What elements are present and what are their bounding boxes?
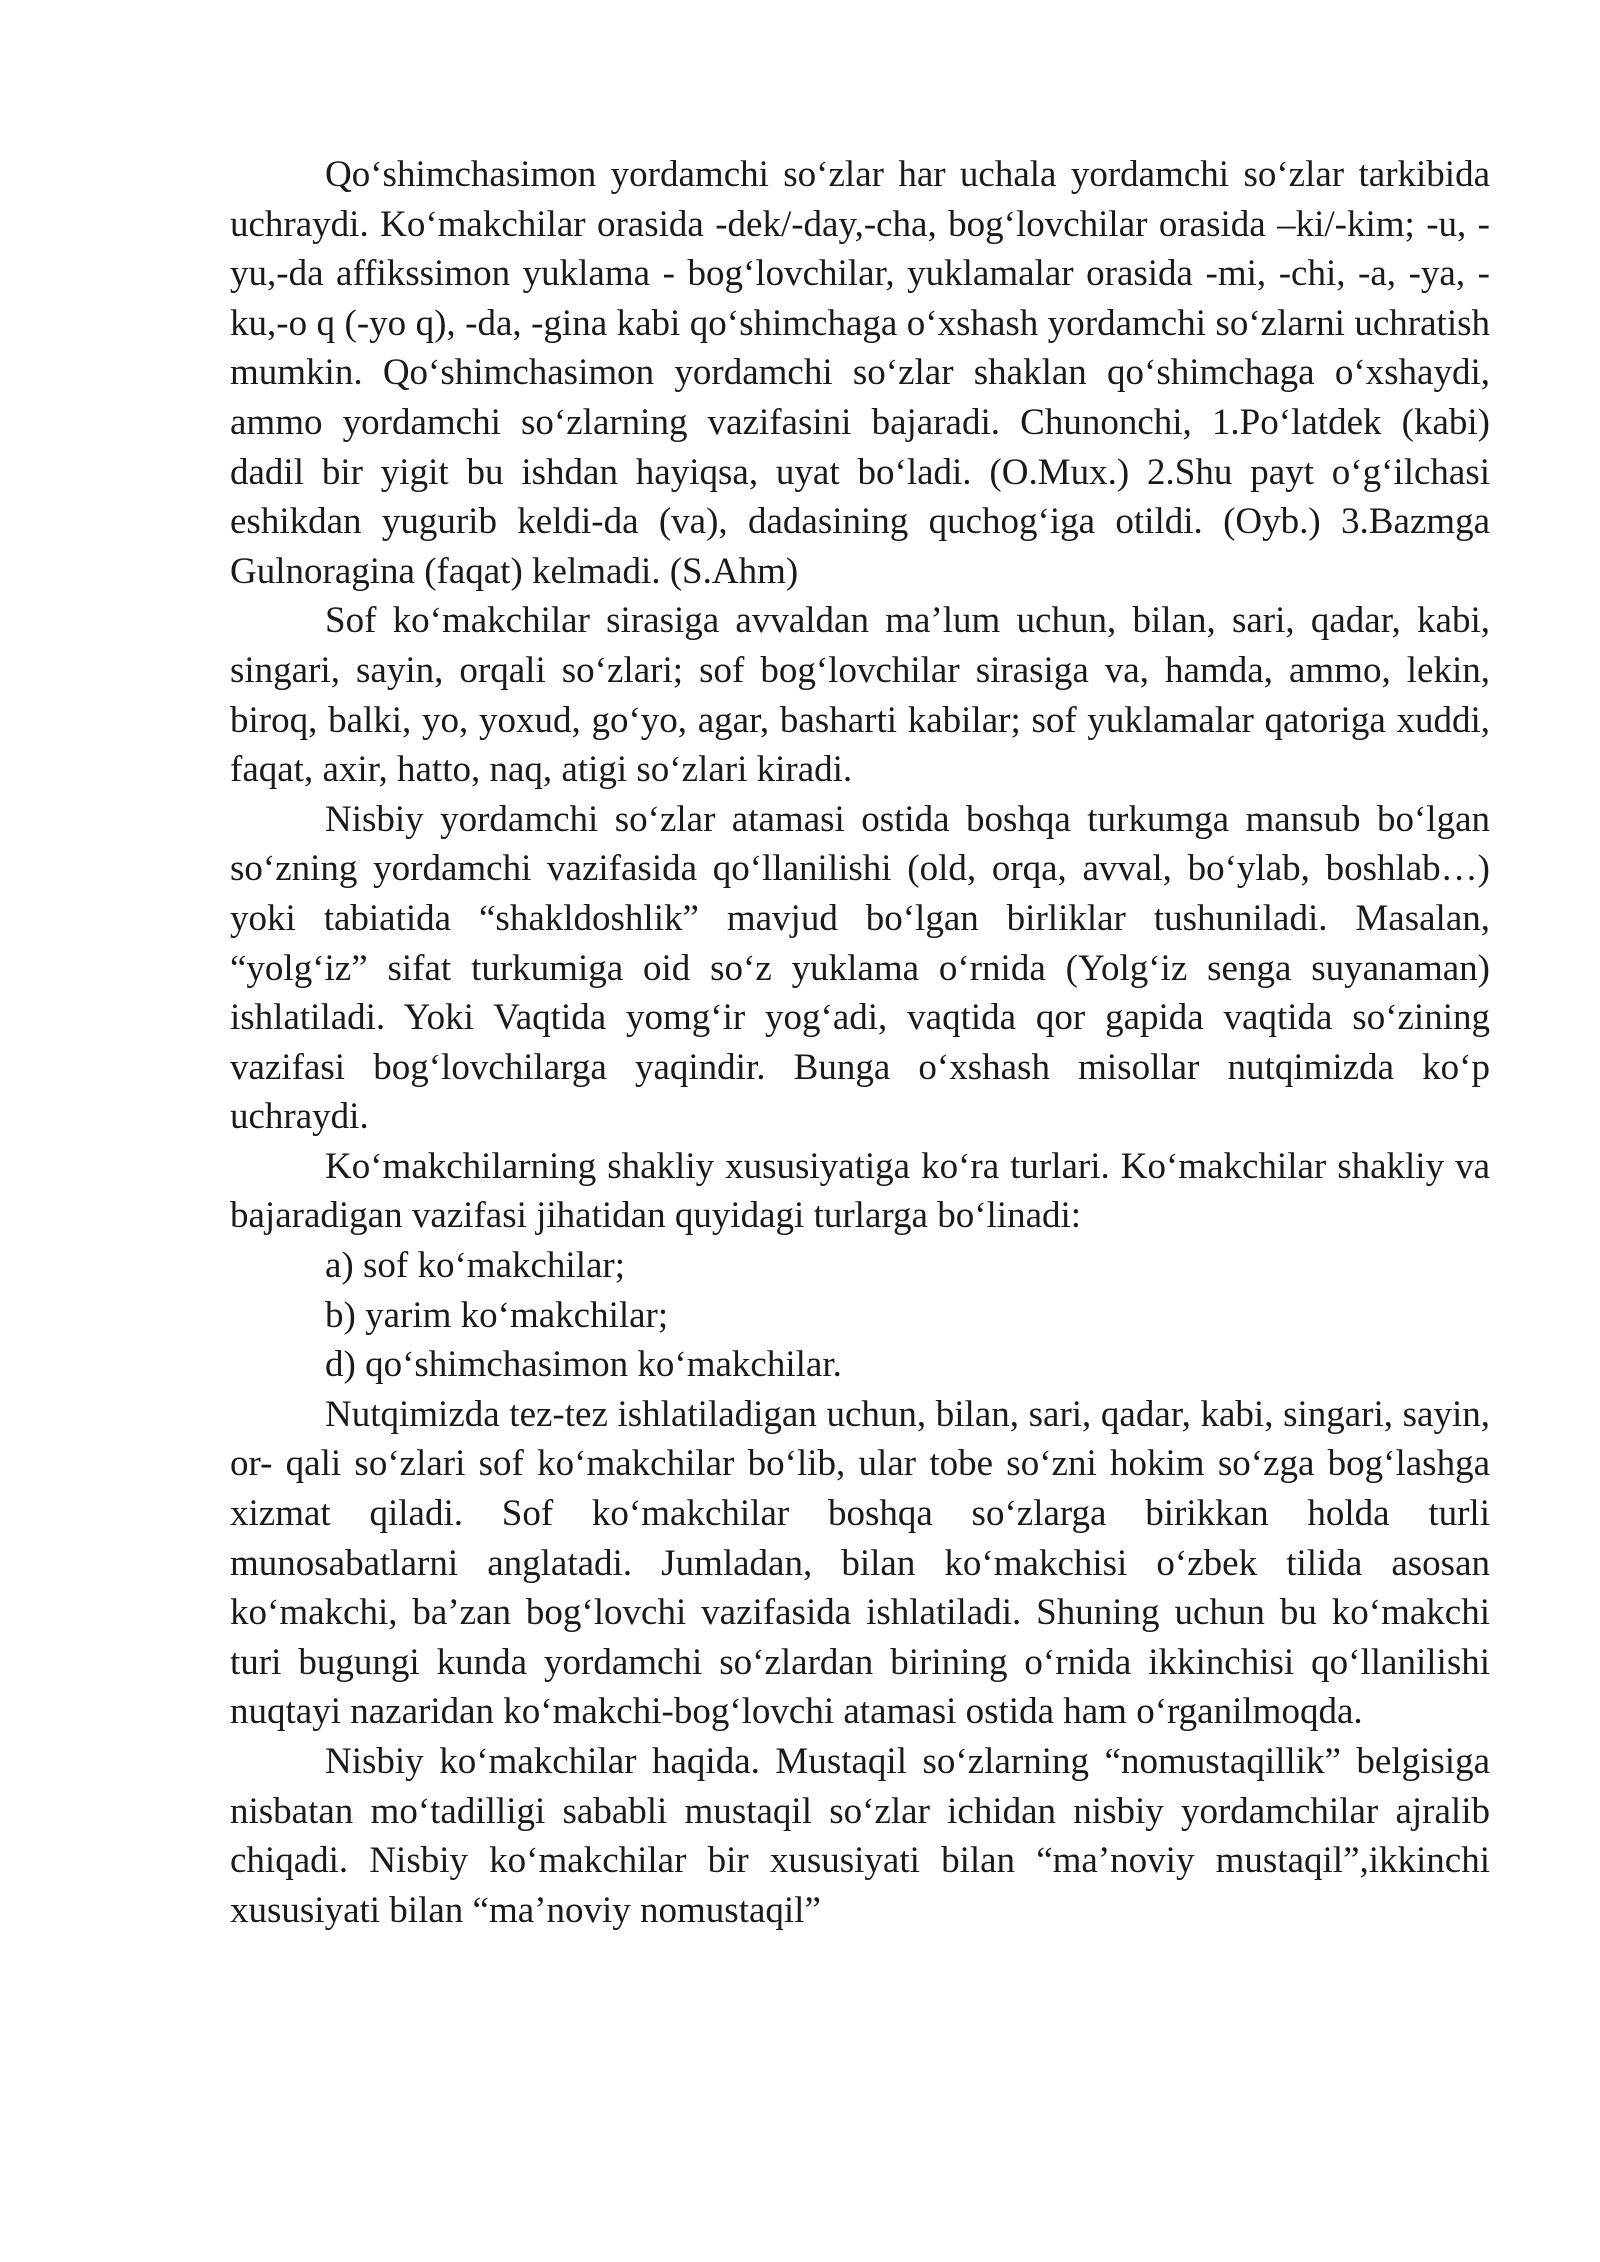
list-item-b: b) yarim ko‘makchilar; xyxy=(325,1294,669,1336)
paragraph-nisbiy-yordamchi: Nisbiy yordamchi so‘zlar atamasi ostida boshqa turkumga mansub bo‘lgan so‘zning yordamchi vazifasida qo‘llanilishi (old, orqa, avval, bo‘ylab, boshlab…) yoki tabiatida “shakldoshlik” mavjud bo‘lgan birliklar tushuniladi. Masalan, “yolg‘iz” sifat turkumiga oid so‘z yuklama o‘rnida (Yolg‘iz senga suyanaman) ishlatiladi. Yoki Vaqtida yomg‘ir yog‘adi, vaqtida qor gapida vaqtida so‘zining vazifasi bog‘lovchilarga yaqindir. Bunga o‘xshash misollar nutqimizda ko‘p uchraydi. xyxy=(230,798,1490,1138)
paragraph-nutqimizda: Nutqimizda tez-tez ishlatiladigan uchun, bilan, sari, qadar, kabi, singari, sayin, or- qali so‘zlari sof ko‘makchilar bo‘lib, ular tobe so‘zni hokim so‘zga bog‘lashga xizmat qiladi. Sof ko‘makchilar boshqa so‘zlarga birikkan holda turli munosabatlarni anglatadi. Jumladan, bilan ko‘makchisi o‘zbek tilida asosan ko‘makchi, ba’zan bog‘lovchi vazifasida ishlatiladi. Shuning uchun bu ko‘makchi turi bugungi kunda yordamchi so‘zlardan birining o‘rnida ikkinchisi qo‘llanilishi nuqtayi nazaridan ko‘makchi-bog‘lovchi atamasi ostida ham o‘rganilmoqda. xyxy=(230,1393,1490,1733)
paragraph-nisbiy-komakchilar: Nisbiy ko‘makchilar haqida. Mustaqil so‘zlarning “nomustaqillik” belgisiga nisbatan mo‘tadilligi sababli mustaqil so‘zlar ichidan nisbiy yordamchilar ajralib chiqadi. Nisbiy ko‘makchilar bir xususiyati bilan “ma’noviy mustaqil”,ikkinchi xususiyati bilan “ma’noviy nomustaqil” xyxy=(230,1741,1490,1931)
paragraph-qoshimchasimon: Qo‘shimchasimon yordamchi so‘zlar har uchala yordamchi so‘zlar tarkibida uchraydi. Ko‘makchilar orasida -dek/-day,-cha, bog‘lovchilar orasida –ki/-kim; -u, -yu,-da affikssimon yuklama - bog‘lovchilar, yuklamalar orasida -mi, -chi, -a, -ya, -ku,-o q (-yo q), -da, -gina kabi qo‘shimchaga o‘xshash yordamchi so‘zlarni uchratish mumkin. Qo‘shimchasimon yordamchi so‘zlar shaklan qo‘shimchaga o‘xshaydi, ammo yordamchi so‘zlarning vazifasini bajaradi. Chunonchi, 1.Po‘latdek (kabi) dadil bir yigit bu ishdan hayiqsa, uyat bo‘ladi. (O.Mux.) 2.Shu payt o‘g‘ilchasi eshikdan yugurib keldi-da (va), dadasining quchog‘iga otildi. (Oyb.) 3.Bazmga Gulnoragina (faqat) kelmadi. (S.Ahm) xyxy=(230,154,1490,592)
list-item-d: d) qo‘shimchasimon ko‘makchilar. xyxy=(325,1344,842,1386)
paragraph-sof-komakchilar: Sof ko‘makchilar sirasiga avvaldan ma’lum uchun, bilan, sari, qadar, kabi, singari, sayin, orqali so‘zlari; sof bog‘lovchilar sirasiga va, hamda, ammo, lekin, biroq, balki, yo, yoxud, go‘yo, agar, basharti kabilar; sof yuklamalar qatoriga xuddi, faqat, axir, hatto, naq, atigi so‘zlari kiradi. xyxy=(230,600,1490,791)
paragraph-komakchilar-turlari: Ko‘makchilarning shakliy xususiyatiga ko‘ra turlari. Ko‘makchilar shakliy va bajaradigan vazifasi jihatidan quyidagi turlarga bo‘linadi: xyxy=(230,1145,1490,1237)
list-item-a: a) sof ko‘makchilar; xyxy=(325,1245,625,1287)
document-page xyxy=(230,150,1490,1935)
